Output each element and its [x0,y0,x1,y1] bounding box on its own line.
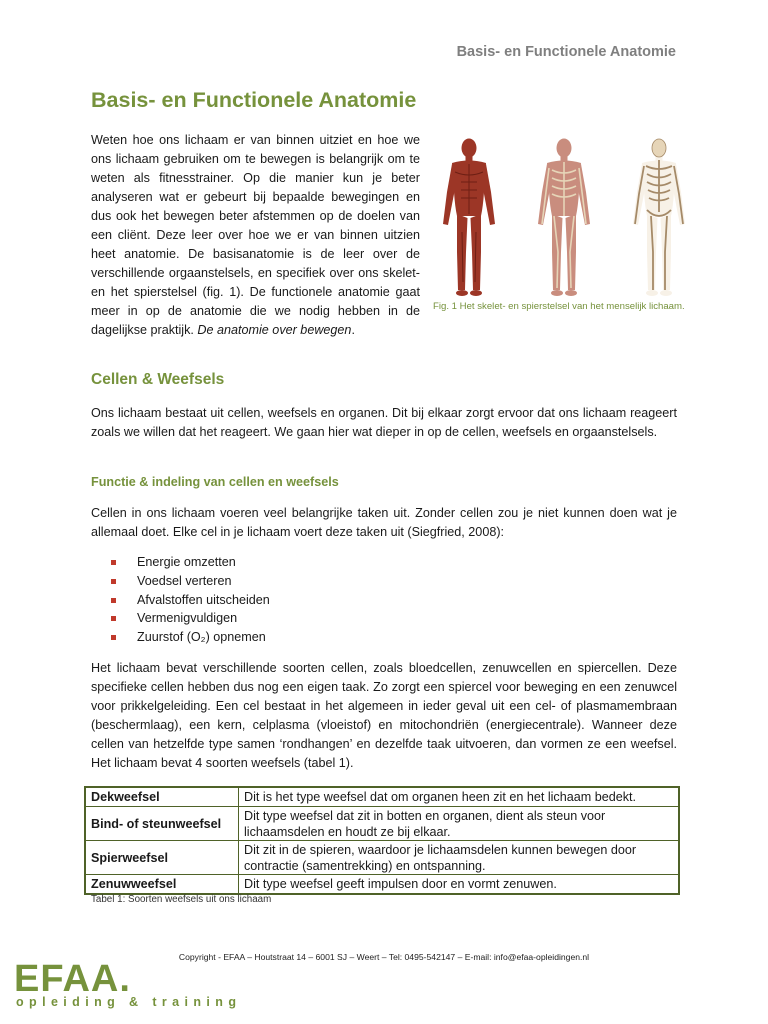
tissue-description: Dit zit in de spieren, waardoor je lichaamsdelen kunnen bewegen door contractie (samentrekking) en ontspanning. [239,841,680,875]
list-item-text: Energie omzetten [137,555,236,569]
cell-types-paragraph: Het lichaam bevat verschillende soorten cellen, zoals bloedcellen, zenuwcellen en spiercellen. Deze specifieke cellen hebben dus nog een eigen taak. Zo zorgt een spiercel voor beweging en een zenuwcel voor prikkelgeleiding. Een cel bestaat in het algemeen in ieder geval uit een cel- of plasmamembraan (beschermlaag), een kern, celplasma (vloeistof) en mitochondriën (energiecentrale). Wanneer deze cellen van hetzelfde type samen ‘rondhangen’ en dezelfde taak uitvoeren, dan vormen ze een weefsel. Het lichaam bevat 4 soorten weefsels (tabel 1). [91,661,677,770]
anatomy-figure [433,132,698,332]
running-header: Basis- en Functionele Anatomie [456,44,676,60]
tissue-description: Dit is het type weefsel dat om organen heen zit en het lichaam bedekt. [239,787,680,807]
intro-text-end: . [351,323,355,337]
bullet-icon [111,598,116,603]
list-item [111,572,270,591]
table-row [85,787,679,807]
list-item-text: Zuurstof (O₂) opnemen [137,630,266,645]
tissue-name: Zenuwweefsel [85,875,239,895]
section-heading: Cellen & Weefsels [91,371,225,388]
tissue-name: Bind- of steunweefsel [85,807,239,841]
table-row [85,841,679,875]
mixed-figure [538,139,590,297]
tissue-description: Dit type weefsel geeft impulsen door en vormt zenuwen. [239,875,680,895]
list-item-text: Afvalstoffen uitscheiden [137,592,270,607]
intro-emphasis: De anatomie over bewegen [197,323,352,337]
bullet-icon [111,579,116,584]
list-item [111,591,270,610]
cell-tasks-intro: Cellen in ons lichaam voeren veel belangrijke taken uit. Zonder cellen zou je niet kunnen doen wat je allemaal doet. Elke cel in je lichaam voert deze taken uit (Siegfried, 2008): [91,506,677,539]
table-row [85,807,679,841]
section-paragraph: Ons lichaam bestaat uit cellen, weefsels en organen. Dit bij elkaar zorgt ervoor dat ons lichaam reageert zoals we willen dat het reageert. We gaan hier wat dieper in op de cellen, weefsels en orgaanstelsels. [91,406,677,439]
cell-tasks-list [111,553,270,647]
footer-copyright: Copyright - EFAA – Houtstraat 14 – 6001 SJ – Weert – Tel: 0495-542147 – E-mail: info@efaa-opleidingen.nl [178,952,590,962]
efaa-logo: EFAA. [14,958,131,1000]
tissue-description: Dit type weefsel dat zit in botten en organen, dient als steun voor lichaamsdelen en houdt ze bij elkaar. [239,807,680,841]
intro-text: Weten hoe ons lichaam er van binnen uitziet en hoe we ons lichaam gebruiken om te bewegen is belangrijk om te weten als fitnesstrainer. Op die manier kun je beter analyseren wat er gebeurt bij bepaalde bewegingen en dus ook het bewegen beter afstemmen op de doelen van een cliënt. Deze leer over hoe we er van binnen uitzien heet anatomie. De basisanatomie is de leer over de verschillende orgaanstelsels, en specifiek over ons skelet- en het spierstelsel (fig. 1). De functionele anatomie gaat meer in op de anatomie die we nodig hebben in de dagelijkse praktijk. [91,133,420,337]
subsection-heading: Functie & indeling van cellen en weefsels [91,475,339,489]
list-item [111,553,270,572]
bullet-icon [111,635,116,640]
muscle-figure [443,139,495,297]
bullet-icon [111,616,116,621]
table-caption: Tabel 1: Soorten weefsels uit ons lichaam [91,894,272,905]
tissue-table [84,786,680,895]
list-item-text: Vermenigvuldigen [137,611,238,626]
logo-tagline: opleiding & training [16,995,242,1009]
figure-caption: Fig. 1 Het skelet- en spierstelsel van het menselijk lichaam. [433,301,685,312]
table-row [85,875,679,895]
page-title: Basis- en Functionele Anatomie [91,88,417,112]
tissue-name: Spierweefsel [85,841,239,875]
bullet-icon [111,560,116,565]
tissue-name: Dekweefsel [85,787,239,807]
skeleton-figure [633,139,685,297]
list-item [111,609,270,628]
list-item-text: Voedsel verteren [137,573,232,588]
anatomy-illustration [433,132,698,302]
list-item [111,628,270,647]
intro-paragraph [91,131,420,340]
